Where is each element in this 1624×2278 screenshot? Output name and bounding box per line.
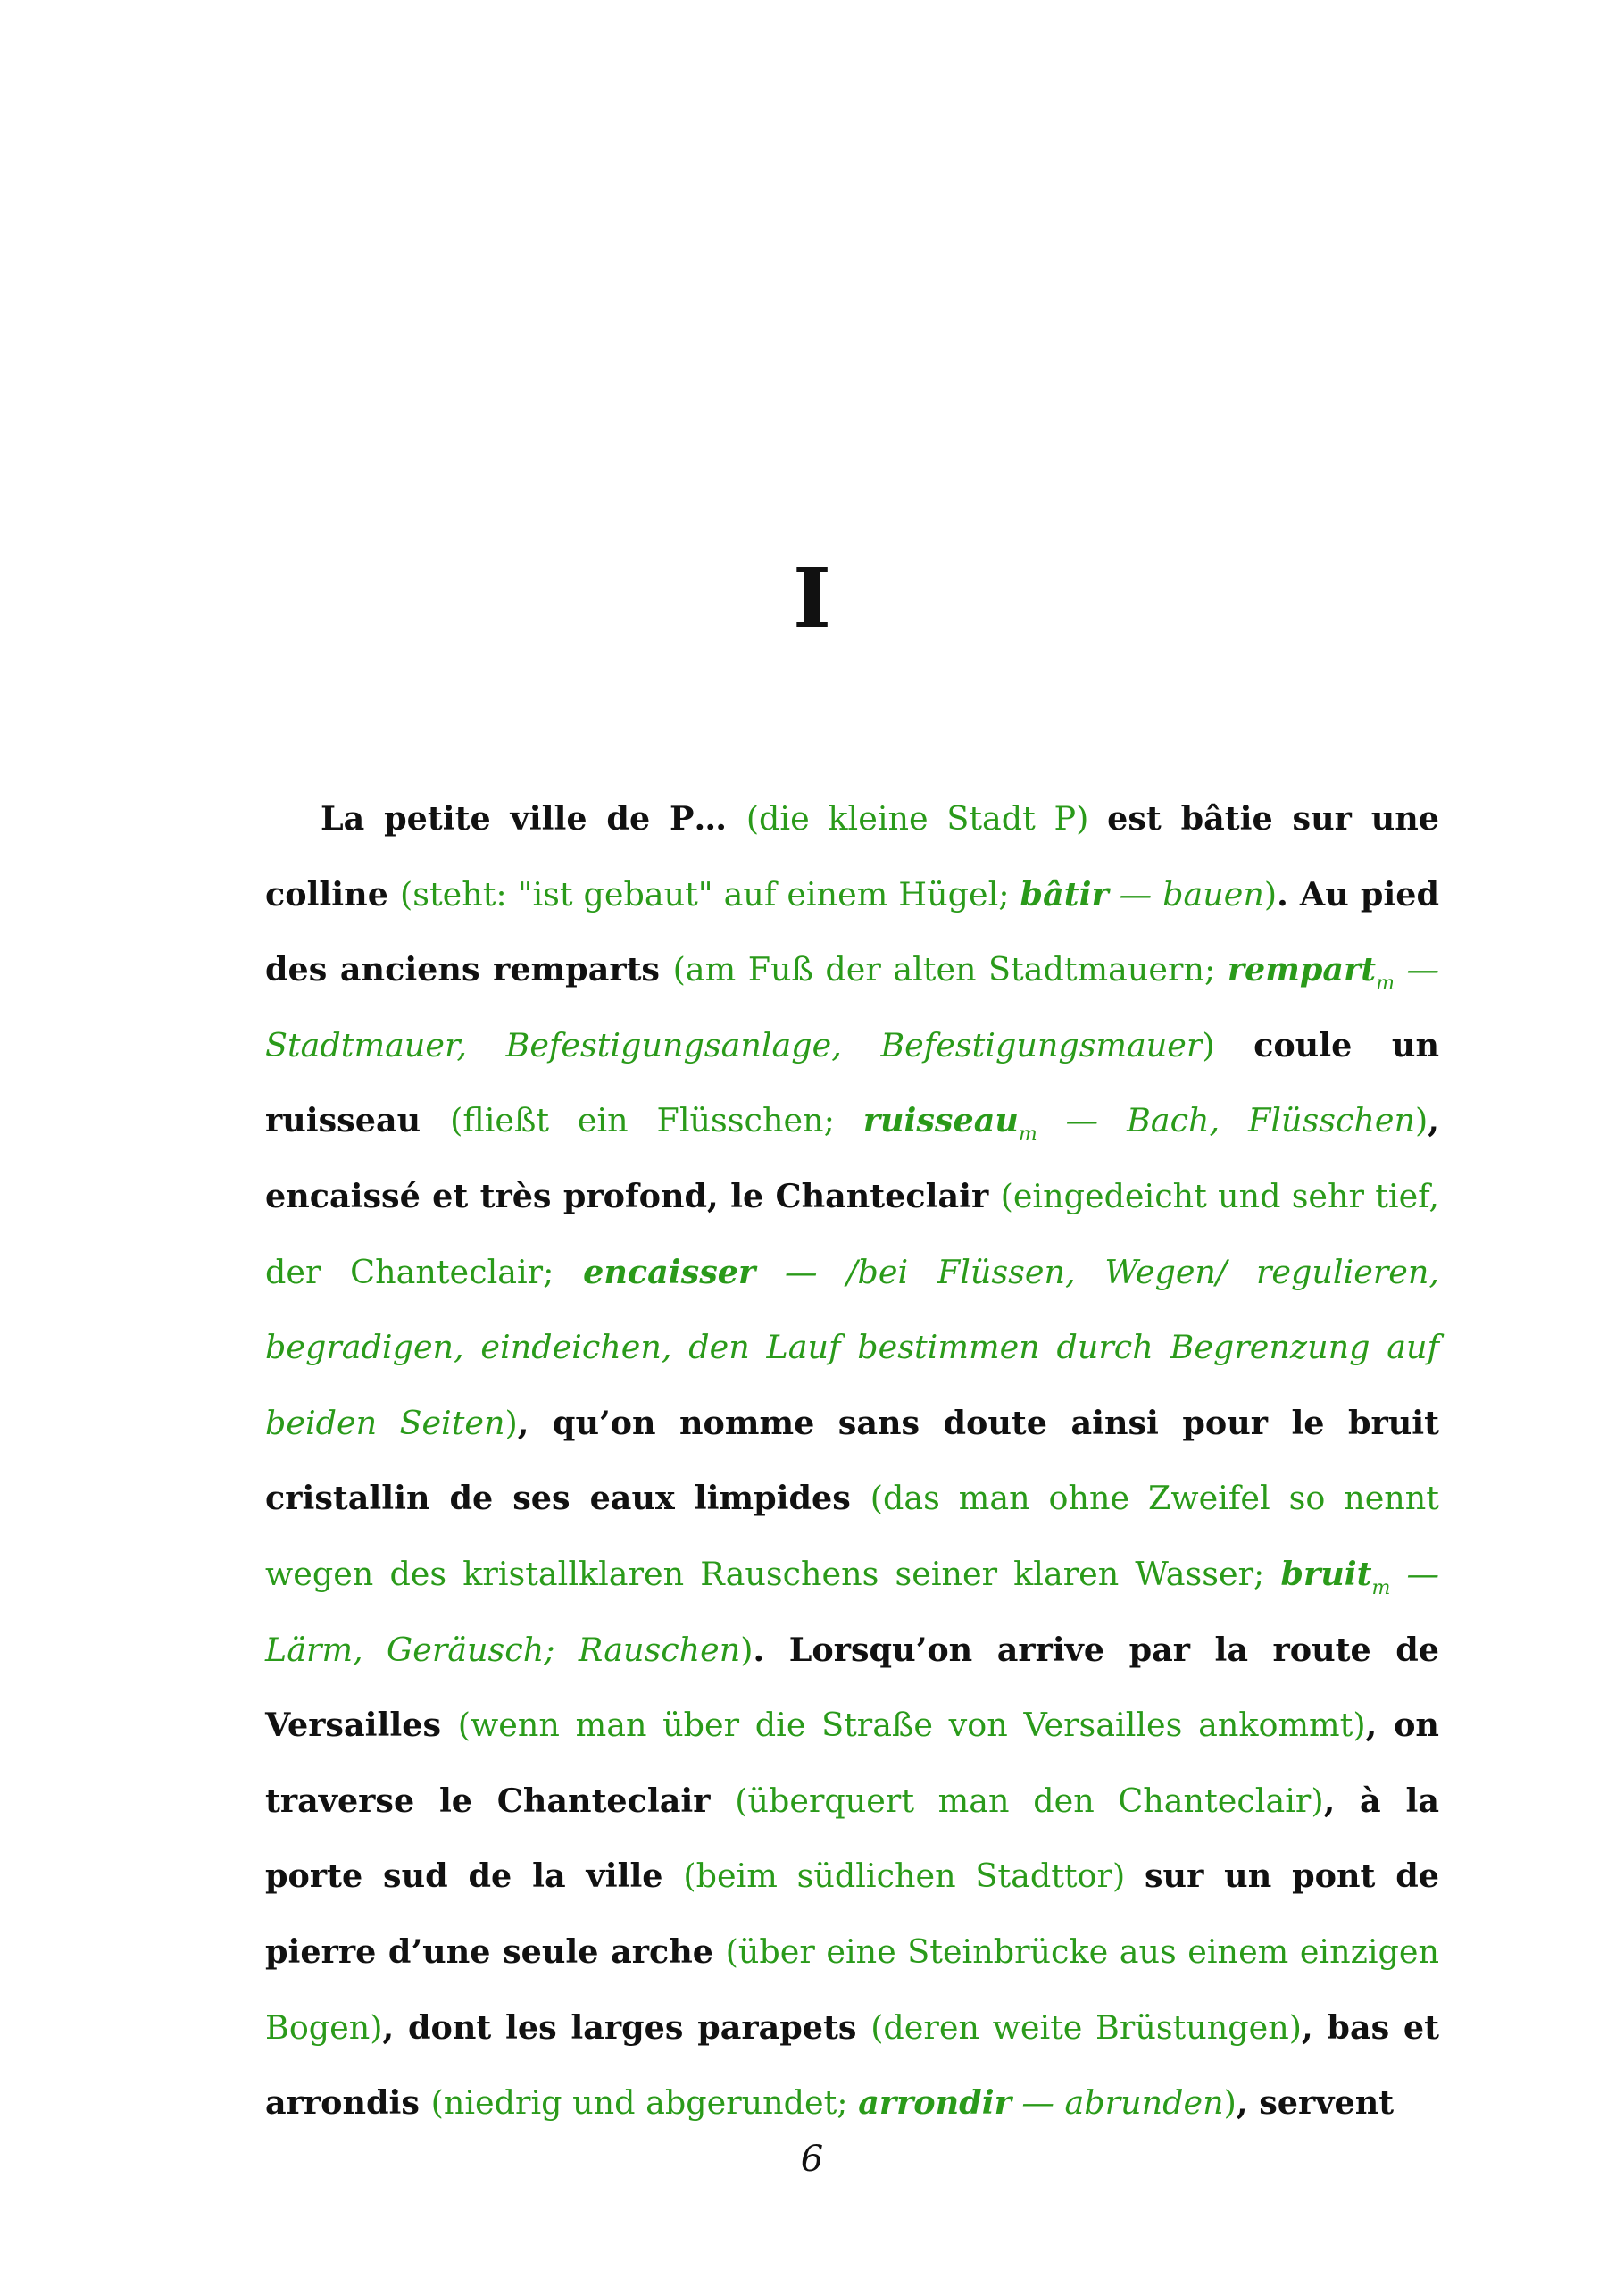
french-text: , qu’on nomme sans doute ainsi pour le bruit cristallin de ses eaux limpides: [265, 1403, 1439, 1518]
french-text: , bas et arrondis: [265, 2007, 1439, 2123]
vocabulary-keyword: arrondir: [858, 2083, 1012, 2123]
vocabulary-keyword: rempart: [1227, 950, 1377, 989]
german-gloss: (fließt ein Flüsschen;: [450, 1101, 863, 1140]
german-gloss: (steht: "ist gebaut" auf einem Hügel;: [400, 874, 1020, 914]
german-gloss: (deren weite Brüstungen): [870, 2007, 1302, 2047]
french-text: La petite ville de P…: [321, 799, 746, 838]
german-gloss: (eingedeicht und sehr tief, der Chanteclair;: [265, 1176, 1439, 1291]
german-gloss: (beim südlichen Stadttor): [683, 1857, 1145, 1896]
vocabulary-keyword: encaisser: [583, 1252, 756, 1291]
vocabulary-translation: — /bei Flüssen, Wegen/ regulieren, begradigen, eindeichen, den Lauf bestimmen durch Begrenzung auf beiden Seiten: [265, 1252, 1439, 1442]
french-text: , dont les larges parapets: [382, 2007, 871, 2047]
german-gloss: (wenn man über die Straße von Versailles ankommt): [457, 1706, 1366, 1745]
french-text: coule un ruisseau: [265, 1025, 1439, 1140]
german-gloss: ): [740, 1630, 754, 1669]
vocabulary-translation: — Lärm, Geräusch; Rauschen: [265, 1554, 1439, 1669]
french-text: . Lorsqu’on arrive par la route de Versailles: [265, 1630, 1439, 1745]
german-gloss: ): [1415, 1101, 1428, 1140]
body-paragraph: [265, 781, 1439, 2141]
vocabulary-translation: — bauen: [1108, 874, 1264, 914]
gender-marker: m: [1371, 1576, 1391, 1599]
french-text: . Au pied des anciens remparts: [265, 874, 1439, 989]
vocabulary-keyword: ruisseau: [862, 1101, 1019, 1140]
gender-marker: m: [1376, 972, 1395, 996]
vocabulary-keyword: bruit: [1280, 1554, 1372, 1593]
german-gloss: ): [1263, 874, 1278, 914]
german-gloss: (am Fuß der alten Stadtmauern;: [672, 950, 1228, 989]
german-gloss: (die kleine Stadt P): [745, 799, 1108, 838]
german-gloss: ): [1202, 1025, 1254, 1064]
german-gloss: (das man ohne Zweifel so nennt wegen des kristallklaren Rauschens seiner klaren Wasser;: [265, 1479, 1439, 1593]
french-text: , encaissé et très profond, le Chanteclair: [265, 1101, 1439, 1215]
vocabulary-keyword: bâtir: [1020, 874, 1109, 914]
french-text: , on traverse le Chanteclair: [265, 1706, 1439, 1820]
vocabulary-translation: — Bach, Flüsschen: [1037, 1101, 1416, 1140]
german-gloss: (niedrig und abgerundet;: [430, 2083, 859, 2123]
french-text: , servent: [1236, 2083, 1395, 2123]
chapter-heading: I: [792, 550, 832, 647]
german-gloss: ): [504, 1403, 518, 1442]
german-gloss: (über eine Steinbrücke aus einem einzigen Bogen): [265, 1932, 1439, 2047]
vocabulary-translation: — Stadtmauer, Befestigungsanlage, Befestigungsmauer: [265, 950, 1439, 1064]
page-number: 6: [800, 2139, 824, 2180]
german-gloss: ): [1223, 2083, 1237, 2123]
vocabulary-translation: — abrunden: [1011, 2083, 1224, 2123]
french-text: , à la porte sud de la ville: [265, 1781, 1439, 1896]
gender-marker: m: [1018, 1123, 1037, 1147]
french-text: est bâtie sur une colline: [265, 799, 1439, 914]
german-gloss: (überquert man den Chanteclair): [735, 1781, 1324, 1820]
french-text: sur un pont de pierre d’une seule arche: [265, 1857, 1439, 1971]
